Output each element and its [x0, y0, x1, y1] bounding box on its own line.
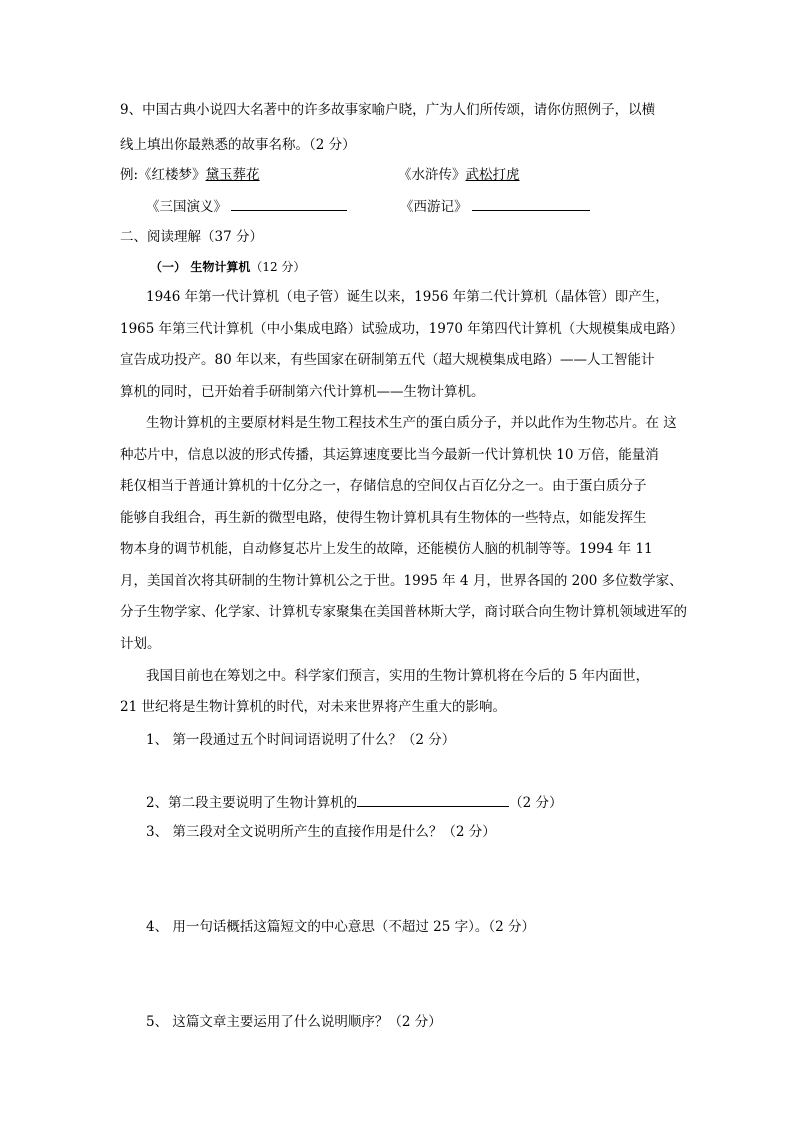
para1-line: 宣告成功投产。80 年以来，有些国家在研制第五代（超大规模集成电路）——人工智能计: [120, 352, 655, 368]
question-2-answer-blank[interactable]: [357, 792, 509, 807]
question-2-prefix: 2、第二段主要说明了生物计算机的: [146, 795, 358, 811]
question-5: 5、 这篇文章主要运用了什么说明顺序？（2 分）: [146, 1014, 442, 1030]
q9-line-2: 线上填出你最熟悉的故事名称。（2 分）: [120, 137, 356, 153]
q9-example-answer-2: 武松打虎: [465, 167, 520, 183]
subsection-title: 生物计算机: [190, 260, 251, 274]
para1-line: 算机的同时，已开始着手研制第六代计算机——生物计算机。: [120, 384, 485, 400]
para2-line: 生物计算机的主要原材料是生物工程技术生产的蛋白质分子，并以此作为生物芯片。在 这: [146, 415, 677, 431]
question-1: 1、 第一段通过五个时间词语说明了什么？（2 分）: [146, 732, 456, 748]
subsection-prefix: （一）: [150, 260, 187, 274]
para2-line: 种芯片中，信息以波的形式传播，其运算速度要比当今最新一代计算机快 10 万倍，能量消: [120, 447, 659, 463]
section-heading: 二、阅读理解（37 分）: [120, 229, 263, 245]
para1-line: 1965 年第三代计算机（中小集成电路）试验成功，1970 年第四代计算机（大规模集成电路）: [120, 321, 684, 337]
q9-example-row-2: [398, 166, 520, 184]
q9-fill-row-1: [146, 196, 347, 216]
para2-line: 物本身的调节机能，自动修复芯片上发生的故障，还能模仿人脑的机制等等。1994 年 11: [120, 541, 653, 557]
q9-answer-blank-2[interactable]: [472, 196, 590, 211]
para2-line: 能够自我组合，再生新的微型电路，使得生物计算机具有生物体的一些特点，如能发挥生: [120, 510, 647, 526]
q9-example-row: [120, 166, 260, 184]
para3-line: 21 世纪将是生物计算机的时代，对未来世界将产生重大的影响。: [120, 699, 506, 715]
question-2-suffix: （2 分）: [509, 795, 563, 811]
q9-line-1: 9、中国古典小说四大名著中的许多故事家喻户晓，广为人们所传颂，请你仿照例子，以横: [120, 102, 656, 118]
question-4: 4、 用一句话概括这篇短文的中心意思（不超过 25 字）。（2 分）: [146, 919, 536, 935]
q9-example-answer-1: 黛玉葬花: [205, 167, 260, 183]
subsection-title-row: [150, 258, 305, 276]
q9-example-prefix: 例:《红楼梦》: [120, 167, 206, 183]
para2-line: 分子生物学家、化学家、计算机专家聚集在美国普林斯大学，商讨联合向生物计算机领域进军的: [120, 604, 687, 620]
para2-line: 耗仅相当于普通计算机的十亿分之一，存储信息的空间仅占百亿分之一。由于蛋白质分子: [120, 478, 647, 494]
para2-line: 计划。: [120, 636, 161, 652]
para3-line: 我国目前也在筹划之中。科学家们预言，实用的生物计算机将在今后的 5 年内面世，: [146, 668, 650, 684]
question-2-row: [146, 792, 562, 812]
subsection-score: （12 分）: [250, 260, 306, 274]
q9-answer-blank-1[interactable]: [231, 196, 347, 211]
question-3: 3、 第三段对全文说明所产生的直接作用是什么？（2 分）: [146, 824, 496, 840]
q9-example-book-2: 《水浒传》: [398, 167, 466, 183]
para1-line: 1946 年第一代计算机（电子管）诞生以来，1956 年第二代计算机（晶体管）即产生，: [146, 289, 669, 305]
q9-book-3: 《三国演义》: [146, 199, 227, 215]
q9-book-4: 《西游记》: [400, 199, 468, 215]
q9-fill-row-2: [400, 196, 590, 216]
para2-line: 月，美国首次将其研制的生物计算机公之于世。1995 年 4 月，世界各国的 200 多位数学家、: [120, 573, 683, 589]
